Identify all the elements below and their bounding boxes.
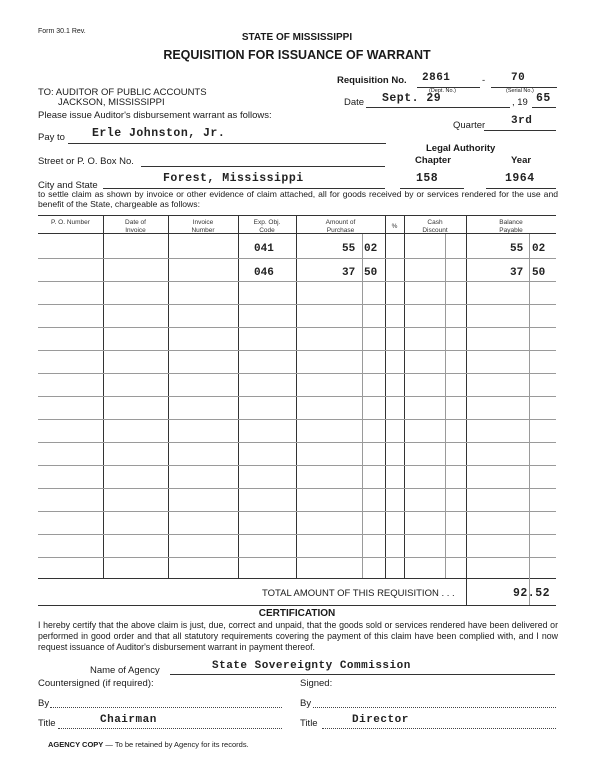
- table-row-rule: [38, 304, 556, 305]
- to-line-2: JACKSON, MISSISSIPPI: [58, 97, 165, 108]
- row-2-exp-code: 046: [254, 267, 274, 279]
- footer-retain-text: — To be retained by Agency for its records.: [103, 740, 249, 749]
- title-right-line: [322, 728, 556, 729]
- row-1-exp-code: 041: [254, 243, 274, 255]
- title-right-value: Director: [352, 714, 409, 726]
- row-1-balance: 55: [510, 243, 524, 255]
- legal-authority-heading: Legal Authority: [426, 143, 496, 154]
- table-row-rule: [38, 350, 556, 351]
- agency-label: Name of Agency: [90, 665, 160, 676]
- row-2-balance: 37: [510, 267, 524, 279]
- row-2-amount: 37: [342, 267, 356, 279]
- street-label: Street or P. O. Box No.: [38, 156, 134, 167]
- date-value: Sept. 29: [382, 92, 442, 105]
- table-row-rule: [38, 327, 556, 328]
- table-row-rule: [38, 511, 556, 512]
- header-balance-payable: Balance Payable: [499, 219, 523, 234]
- total-label: TOTAL AMOUNT OF THIS REQUISITION . . .: [262, 588, 455, 599]
- table-row-rule: [38, 258, 556, 259]
- chapter-label: Chapter: [415, 155, 451, 166]
- header-cash-discount: Cash Discount: [422, 219, 448, 234]
- agency-value: State Sovereignty Commission: [212, 660, 411, 672]
- quarter-label: Quarter: [453, 120, 486, 131]
- city-label: City and State: [38, 180, 98, 191]
- serial-no-caption: (Serial No.): [506, 88, 534, 94]
- city-value: Forest, Mississippi: [163, 172, 304, 185]
- title-right-label: Title: [300, 718, 318, 729]
- row-2-balance-cents: 50: [532, 267, 546, 279]
- dept-no-caption: (Dept. No.): [429, 88, 456, 94]
- legal-year-value: 1964: [505, 172, 535, 185]
- table-top-border: [38, 215, 556, 216]
- row-2-amount-cents: 50: [364, 267, 378, 279]
- pay-to-label: Pay to: [38, 132, 65, 143]
- certification-text: I hereby certify that the above claim is just, due, correct and unpaid, that the goods sold or services rendered have been delivered or performed in good order and that all statutory requirements covering the payment of this claim have been complied with, and I now request issuance of Auditor's disbursement warrant in payment thereof.: [38, 620, 558, 652]
- pay-to-value: Erle Johnston, Jr.: [92, 127, 226, 140]
- table-bottom-border: [38, 578, 556, 579]
- form-number: Form 30.1 Rev.: [38, 28, 86, 35]
- table-row-rule: [38, 557, 556, 558]
- header-date-of-invoice: Date of Invoice: [125, 219, 146, 234]
- row-1-amount: 55: [342, 243, 356, 255]
- year-label: Year: [511, 155, 532, 166]
- by-left-label: By: [38, 698, 50, 709]
- signed-label: Signed:: [300, 678, 333, 689]
- year-suffix-value: 65: [536, 92, 551, 105]
- header-percent: %: [391, 223, 398, 230]
- certification-heading: CERTIFICATION: [258, 608, 336, 619]
- chapter-value: 158: [416, 172, 439, 185]
- to-line-3: Please issue Auditor's disbursement warrant as follows:: [38, 110, 272, 121]
- total-value: 92.52: [513, 587, 551, 600]
- settle-claim-text: to settle claim as shown by invoice or other evidence of claim attached, all for goods received by or services rendered for the use and benefit of the State, chargeable as follows:: [38, 189, 558, 209]
- serial-no-value: 70: [511, 72, 526, 84]
- footer-agency-copy: AGENCY COPY: [48, 740, 104, 749]
- by-left-line: [50, 707, 282, 708]
- title-left-line: [58, 728, 282, 729]
- countersigned-label: Countersigned (if required):: [38, 678, 154, 689]
- quarter-value: 3rd: [511, 115, 533, 127]
- footer-note: [48, 740, 249, 749]
- requisition-label: Requisition No.: [337, 75, 407, 86]
- by-right-label: By: [300, 698, 312, 709]
- row-1-balance-cents: 02: [532, 243, 546, 255]
- date-label: Date: [344, 97, 365, 108]
- table-row-rule: [38, 396, 556, 397]
- requisition-dash: -: [482, 75, 486, 86]
- table-row-rule: [38, 419, 556, 420]
- table-row-rule: [38, 373, 556, 374]
- table-row-rule: [38, 488, 556, 489]
- table-row-rule: [38, 281, 556, 282]
- year-prefix: , 19: [512, 97, 528, 108]
- header-invoice-number: Invoice Number: [191, 219, 215, 234]
- header-amount-of-purchase: Amount of Purchase: [325, 219, 356, 234]
- to-line-1: TO: AUDITOR OF PUBLIC ACCOUNTS: [38, 87, 207, 98]
- by-right-line: [313, 707, 556, 708]
- table-total-border: [38, 605, 556, 606]
- title-left-value: Chairman: [100, 714, 157, 726]
- header-po-number: P. O. Number: [51, 219, 90, 226]
- dept-no-value: 2861: [422, 72, 451, 84]
- title-left-label: Title: [38, 718, 56, 729]
- table-row-rule: [38, 534, 556, 535]
- state-heading: STATE OF MISSISSIPPI: [241, 32, 353, 43]
- table-row-rule: [38, 442, 556, 443]
- table-row-rule: [38, 465, 556, 466]
- row-1-amount-cents: 02: [364, 243, 378, 255]
- form-title: REQUISITION FOR ISSUANCE OF WARRANT: [163, 48, 431, 62]
- header-exp-obj-code: Exp. Obj. Code: [253, 219, 281, 234]
